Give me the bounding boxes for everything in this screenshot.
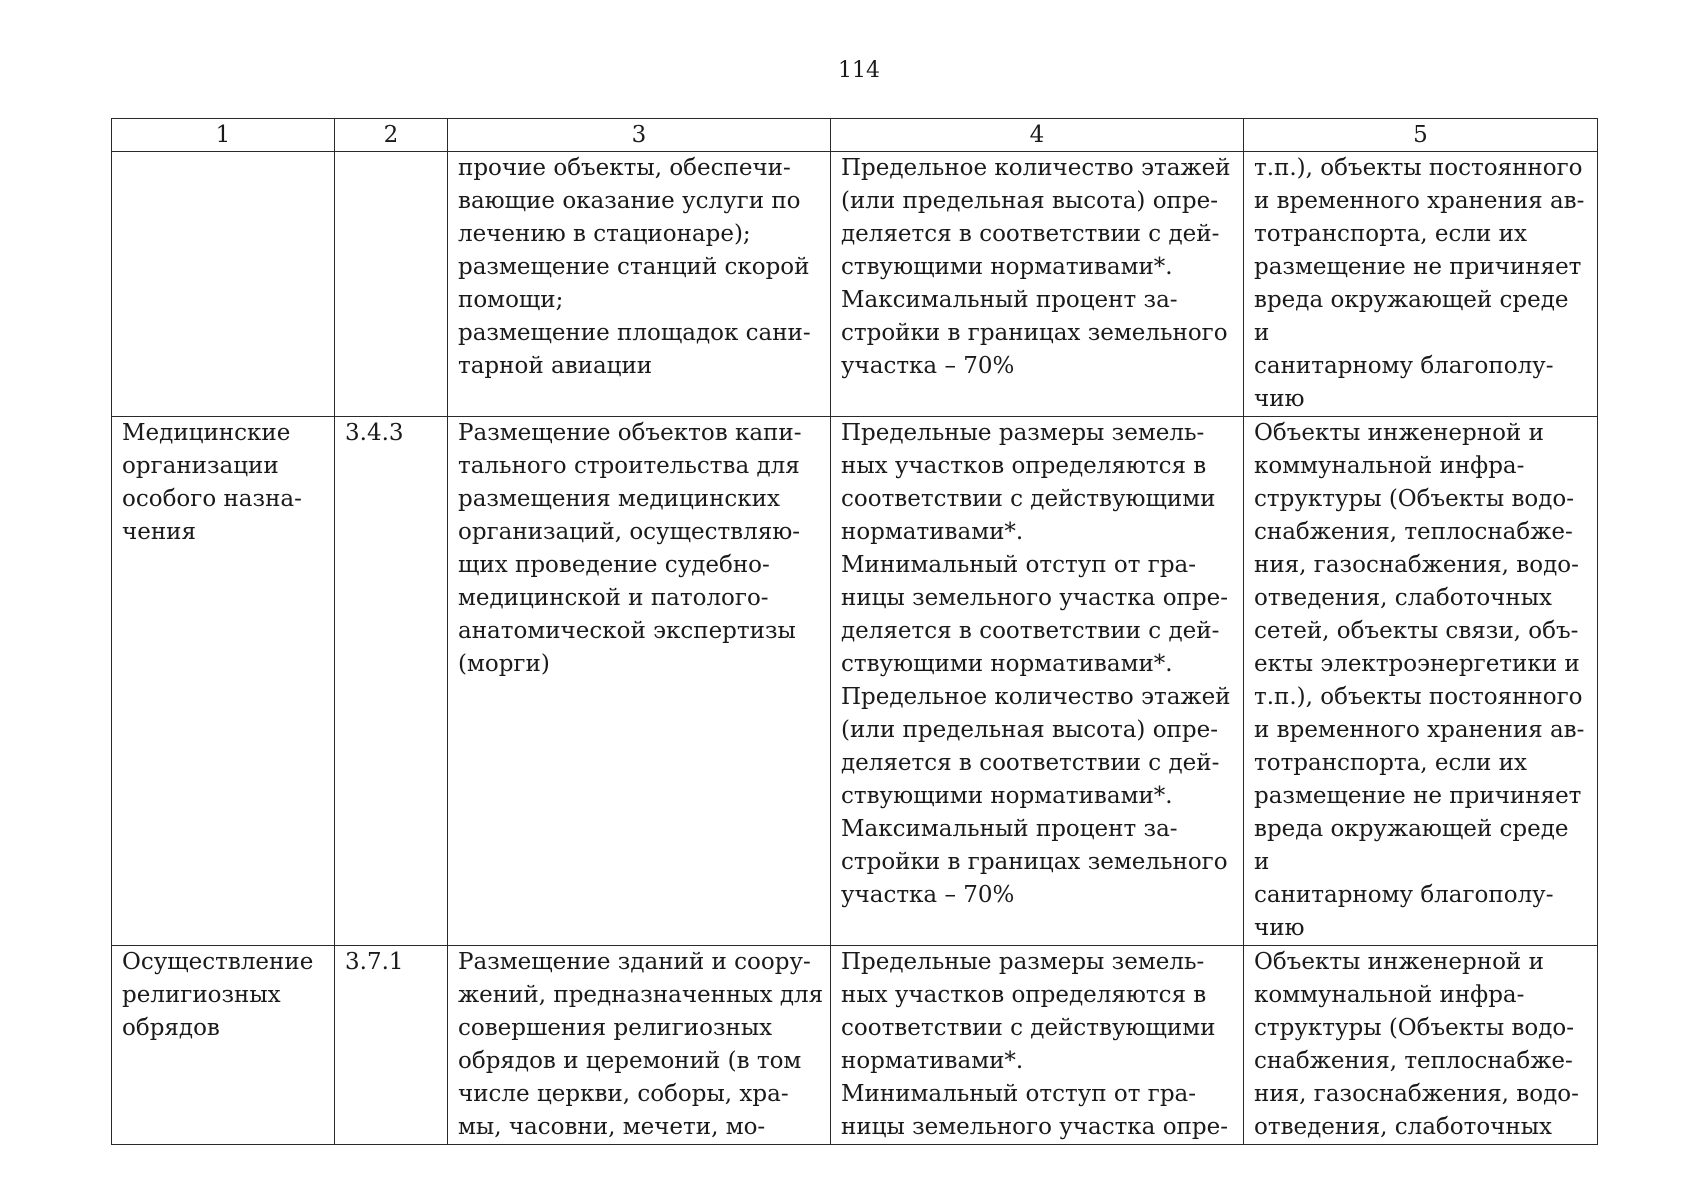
table-row <box>112 152 1598 417</box>
column-header: 1 <box>112 119 335 152</box>
table-cell <box>335 152 448 417</box>
column-header: 4 <box>831 119 1244 152</box>
table-cell <box>831 152 1244 417</box>
table-cell <box>1244 417 1598 946</box>
table-cell <box>112 417 335 946</box>
table-row <box>112 417 1598 946</box>
cell-text: 3.7.1 <box>345 949 404 975</box>
table-cell <box>448 152 831 417</box>
cell-text: Предельное количество этажей (или предельная высота) опре- деляется в соответствии с дей- ствующими нормативами*. Максимальный процент за- стройки в границах земельного участка – 70% <box>841 155 1231 379</box>
table-cell <box>335 946 448 1145</box>
table-cell <box>1244 152 1598 417</box>
table-cell <box>335 417 448 946</box>
column-header: 2 <box>335 119 448 152</box>
cell-text: Объекты инженерной и коммунальной инфра- структуры (Объекты водо- снабжения, теплоснабже- ния, газоснабжения, водо- отведения, слаботочных сетей, объекты связи, объ- екты электроэнергетики и т.п.), объекты постоянного и временного хранения ав- тотранспорта, если их размещение не причиняет вреда окружающей среде и санитарному благополу- чию <box>1254 420 1585 941</box>
column-header: 5 <box>1244 119 1598 152</box>
table-cell <box>112 152 335 417</box>
table-header-row <box>112 119 1598 152</box>
cell-text: Размещение объектов капи- тального строительства для размещения медицинских организаций, осуществляю- щих проведение судебно- медицинской и патолого- анатомической экспертизы (морги) <box>458 420 802 677</box>
table-cell <box>448 946 831 1145</box>
cell-text: Медицинские организации особого назна- чения <box>122 420 302 545</box>
table-cell <box>1244 946 1598 1145</box>
cell-text: 3.4.3 <box>345 420 404 446</box>
cell-text: Предельные размеры земель- ных участков определяются в соответствии с действующими нормативами*. Минимальный отступ от гра- ницы земельного участка опре- деляется в соответствии с дей- ствующими нормативами*. Предельное количество этажей (или предельная высота) опре- деляется в соответствии с дей- ствующими нормативами*. Максимальный процент за- стройки в границах земельного участка – 70% <box>841 420 1231 908</box>
table-cell <box>831 946 1244 1145</box>
column-header: 3 <box>448 119 831 152</box>
cell-text: Размещение зданий и соору- жений, предназначенных для совершения религиозных обрядов и церемоний (в том числе церкви, соборы, хра- мы, часовни, мечети, мо- <box>458 949 824 1140</box>
cell-text: Осуществление религиозных обрядов <box>122 949 314 1041</box>
cell-text: прочие объекты, обеспечи- вающие оказание услуги по лечению в стационаре); размещение станций скорой помощи; размещение площадок сани- тарной авиации <box>458 155 811 379</box>
table-cell <box>112 946 335 1145</box>
zoning-table <box>111 118 1598 1145</box>
table-row <box>112 946 1598 1145</box>
cell-text: т.п.), объекты постоянного и временного хранения ав- тотранспорта, если их размещение не причиняет вреда окружающей среде и санитарному благополу- чию <box>1254 155 1585 412</box>
page-number: 114 <box>838 58 880 83</box>
table-cell <box>831 417 1244 946</box>
table-cell <box>448 417 831 946</box>
cell-text: Предельные размеры земель- ных участков определяются в соответствии с действующими нормативами*. Минимальный отступ от гра- ницы земельного участка опре- <box>841 949 1228 1140</box>
cell-text: Объекты инженерной и коммунальной инфра- структуры (Объекты водо- снабжения, теплоснабже- ния, газоснабжения, водо- отведения, слаботочных <box>1254 949 1579 1140</box>
